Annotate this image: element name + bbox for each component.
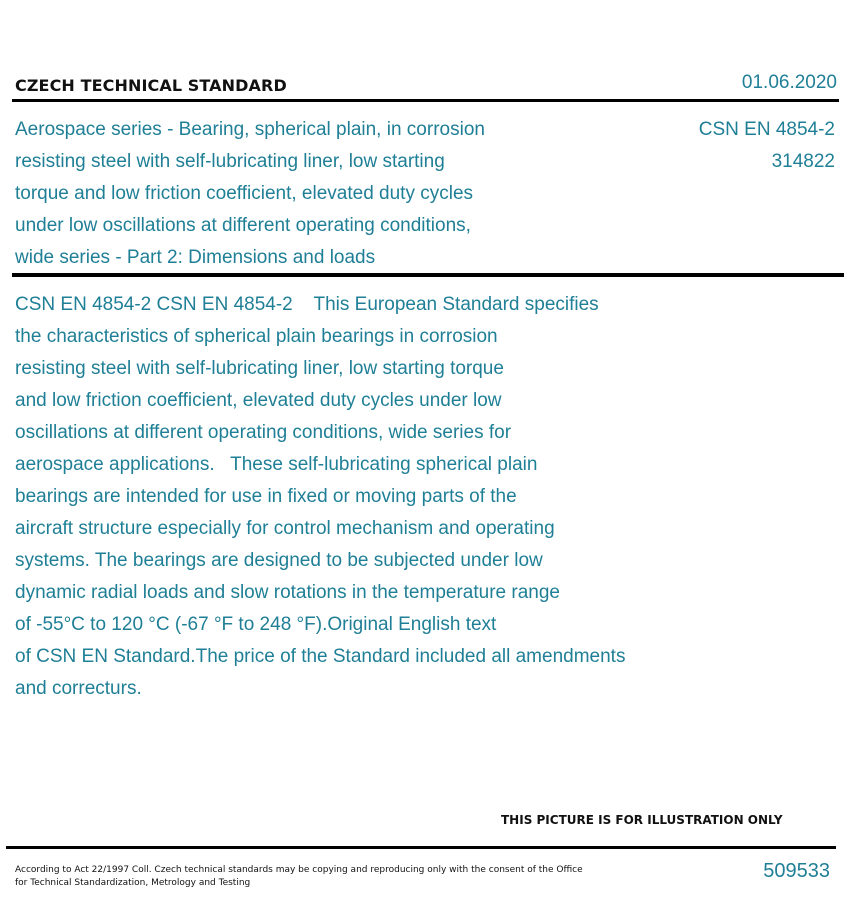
description-line: bearings are intended for use in fixed or moving parts of the	[15, 486, 517, 507]
header-date: 01.06.2020	[741, 72, 837, 93]
description-line: and correcturs.	[15, 678, 142, 699]
description-line: resisting steel with self-lubricating liner, low starting torque	[15, 358, 504, 379]
header-title: CZECH TECHNICAL STANDARD	[15, 76, 287, 95]
description-line: CSN EN 4854-2 CSN EN 4854-2 This European Standard specifies	[15, 294, 599, 315]
footer-note-line: According to Act 22/1997 Coll. Czech technical standards may be copying and reproducing only with the consent of the Office	[15, 865, 583, 875]
description-line: dynamic radial loads and slow rotations in the temperature range	[15, 582, 560, 603]
standard-title	[15, 114, 575, 274]
header-rule	[12, 99, 839, 102]
section-rule	[12, 273, 844, 277]
footer-note-line: for Technical Standardization, Metrology and Testing	[15, 878, 251, 888]
description-line: and low friction coefficient, elevated duty cycles under low	[15, 390, 502, 411]
description-line: oscillations at different operating conditions, wide series for	[15, 422, 512, 443]
footer-id: 509533	[763, 860, 830, 882]
description-line: of CSN EN Standard.The price of the Standard included all amendments	[15, 646, 626, 667]
description-line: aerospace applications. These self-lubricating spherical plain	[15, 454, 538, 475]
standard-identifiers	[699, 114, 835, 178]
footer-rule	[6, 846, 836, 849]
title-line: Aerospace series - Bearing, spherical plain, in corrosion	[15, 119, 485, 140]
description-line: of -55°C to 120 °C (-67 °F to 248 °F).Original English text	[15, 614, 497, 635]
title-line: torque and low friction coefficient, elevated duty cycles	[15, 183, 474, 204]
description-line: the characteristics of spherical plain bearings in corrosion	[15, 326, 498, 347]
illustration-note: THIS PICTURE IS FOR ILLUSTRATION ONLY	[501, 813, 783, 827]
title-line: wide series - Part 2: Dimensions and loads	[15, 247, 376, 268]
standard-code: CSN EN 4854-2	[698, 119, 835, 140]
description-line: aircraft structure especially for control mechanism and operating	[15, 518, 555, 539]
footer-legal-note	[15, 864, 615, 890]
title-line: under low oscillations at different operating conditions,	[15, 215, 471, 236]
description-line: systems. The bearings are designed to be subjected under low	[15, 550, 543, 571]
title-line: resisting steel with self-lubricating liner, low starting	[15, 151, 445, 172]
standard-number: 314822	[771, 151, 835, 172]
description	[15, 289, 735, 705]
